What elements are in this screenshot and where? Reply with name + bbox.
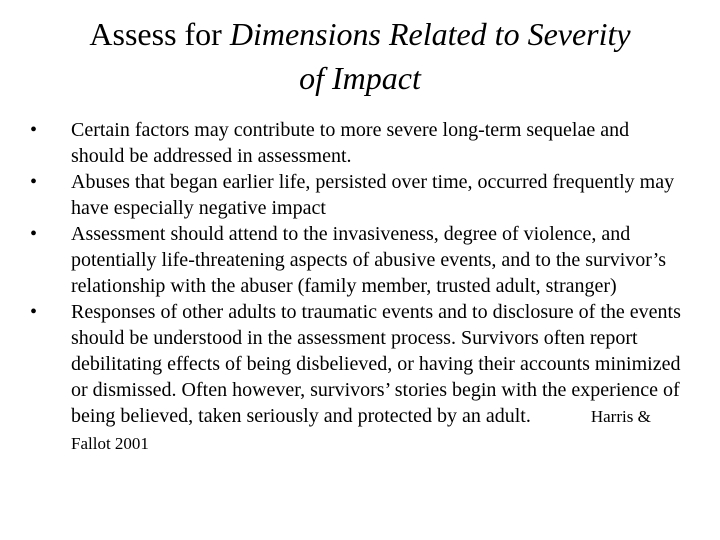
title-prefix: Assess for <box>89 16 230 52</box>
bullet-dot-icon: • <box>30 119 38 141</box>
bullet-item <box>26 299 686 457</box>
bullet-text: Abuses that began earlier life, persisted over time, occurred frequently may have especially negative impact <box>71 171 675 219</box>
bullet-item <box>26 221 686 299</box>
title-italic-line1: Dimensions Related to Severity <box>229 16 631 52</box>
bullet-item <box>26 117 686 169</box>
bullet-dot-icon: • <box>30 223 38 245</box>
slide-title <box>0 12 720 100</box>
bullet-item <box>26 169 686 221</box>
bullet-dot-icon: • <box>30 171 38 193</box>
title-italic-line2: of Impact <box>299 60 421 96</box>
citation: Harris & Fallot 2001 <box>71 407 651 453</box>
bullet-list <box>26 117 686 457</box>
bullet-text: Assessment should attend to the invasiveness, degree of violence, and potentially life-threatening aspects of abusive events, and to the survivor’s relationship with the abuser (family member, trusted adult, stranger) <box>71 223 667 297</box>
bullet-text: Responses of other adults to traumatic events and to disclosure of the events should be understood in the assessment process. Survivors often report debilitating effects of being disbelieved, or having their accounts minimized or dismissed. Often however, survivors’ stories begin with the experience of being believed, taken seriously and protected by an adult. <box>71 301 681 427</box>
bullet-text: Certain factors may contribute to more severe long-term sequelae and should be addressed in assessment. <box>71 119 630 167</box>
bullet-dot-icon: • <box>30 301 38 323</box>
bullet-text-last <box>71 299 686 457</box>
